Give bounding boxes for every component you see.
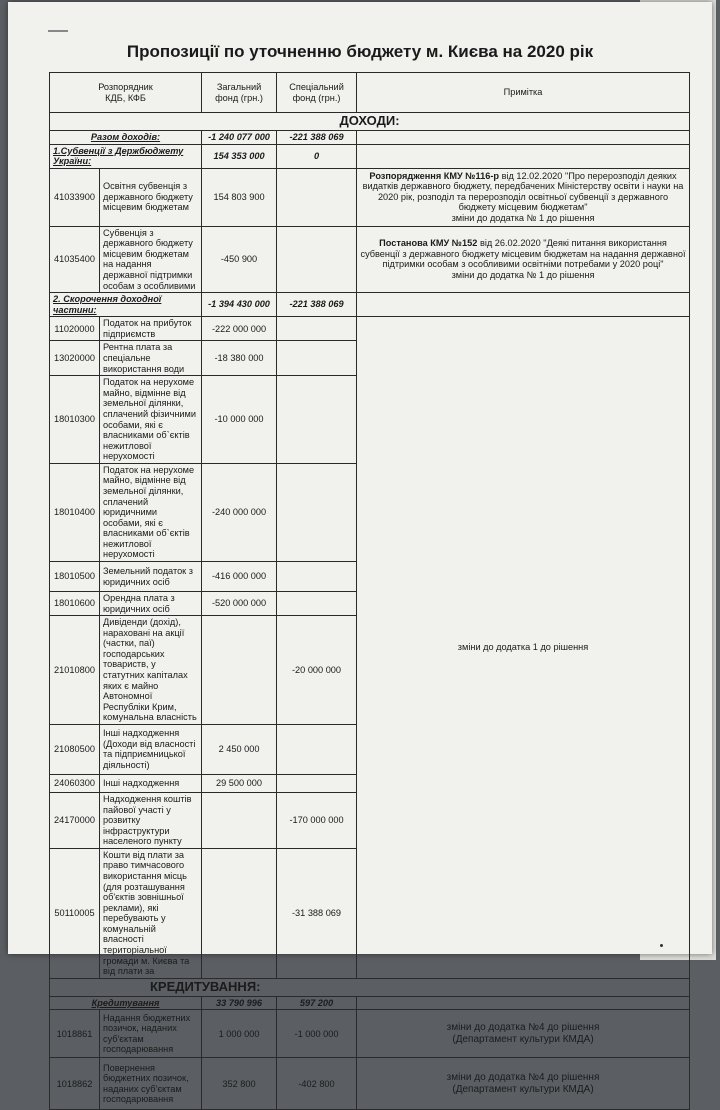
row-name: Інші надходження: [100, 774, 202, 792]
row-special: -170 000 000: [277, 792, 357, 848]
row-name: Повернення бюджетних позичок, наданих суб'єктам господарювання: [100, 1058, 202, 1110]
row-special: -1 000 000: [277, 1010, 357, 1058]
row-general: 154 803 900: [202, 168, 277, 226]
row-name: Податок на прибуток підприємств: [100, 317, 202, 341]
row-special: [277, 168, 357, 226]
row-name: Орендна плата з юридичних осіб: [100, 592, 202, 616]
note-tail: зміни до додатка № 1 до рішення: [451, 269, 595, 280]
credit-total-label: Кредитування: [50, 996, 202, 1010]
table-row: [50, 317, 690, 341]
total-income-label: Разом доходів:: [50, 130, 202, 144]
row-general: -450 900: [202, 226, 277, 292]
row-special: [277, 463, 357, 561]
page-title: Пропозиції по уточненню бюджету м. Києва на 2020 рік: [126, 42, 594, 61]
row-note: [357, 226, 690, 292]
row-special: [277, 774, 357, 792]
row-name: Субвенція з державного бюджету місцевим бюджетам на надання державної підтримки особам з особливими: [100, 226, 202, 292]
total-income-special: -221 388 069: [277, 130, 357, 144]
row-general: 1 000 000: [202, 1010, 277, 1058]
row-name: Освітня субвенція з державного бюджету місцевим бюджетам: [100, 168, 202, 226]
row-special: [277, 376, 357, 464]
row-code: 18010400: [50, 463, 100, 561]
reduction-note-head: [357, 293, 690, 317]
note-text: зміни до додатка №4 до рішення: [446, 1022, 600, 1034]
reduction-general: -1 394 430 000: [202, 293, 277, 317]
row-special: -20 000 000: [277, 616, 357, 725]
row-special: [277, 562, 357, 592]
row-name: Інші надходження (Доходи від власності та підприємницької діяльності): [100, 724, 202, 774]
row-special: [277, 724, 357, 774]
row-code: 21010800: [50, 616, 100, 725]
note-text: від 12.02.2020 "Про перерозподіл деяких видатків державного бюджету, передбачених Міністерству освіти і науки на 2020 рік, розподіл та перерозподіл освітньої субвенції з державного бюджету місцевим бюджетам": [362, 170, 684, 213]
staple-mark: [48, 30, 68, 32]
credit-total-special: 597 200: [277, 996, 357, 1010]
header-manager: [50, 73, 202, 113]
subventions-label: 1.Субвенції з Держбюджету України:: [50, 144, 202, 168]
budget-table: [49, 72, 690, 1110]
income-section-row: [50, 113, 690, 131]
row-name: Земельний податок з юридичних осіб: [100, 562, 202, 592]
row-code: 1018862: [50, 1058, 100, 1110]
subventions-general: 154 353 000: [202, 144, 277, 168]
row-special: [277, 341, 357, 376]
row-general: 352 800: [202, 1058, 277, 1110]
table-row: [50, 226, 690, 292]
row-general: -222 000 000: [202, 317, 277, 341]
row-general: -416 000 000: [202, 562, 277, 592]
note-text: від 26.02.2020 "Деякі питання використання субвенції з державного бюджету місцевим бюджетам на надання державної підтримки особам з особливими освітніми потребами у 2020 році": [360, 238, 686, 270]
table-row: [50, 1058, 690, 1110]
credit-total-row: [50, 996, 690, 1010]
row-special: -31 388 069: [277, 848, 357, 978]
subventions-row: [50, 144, 690, 168]
note-dept: (Департамент культури КМДА): [452, 1083, 594, 1095]
row-code: 18010500: [50, 562, 100, 592]
row-general: [202, 616, 277, 725]
reduction-label: 2. Скорочення доходної частини:: [50, 293, 202, 317]
row-special: [277, 592, 357, 616]
row-general: [202, 792, 277, 848]
row-code: 11020000: [50, 317, 100, 341]
row-code: 18010300: [50, 376, 100, 464]
credit-section-row: [50, 978, 690, 996]
row-code: 18010600: [50, 592, 100, 616]
row-name: Дивіденди (дохід), нараховані на акції (частки, паї) господарських товариств, у статутних капіталах яких є майно Автономної Республіки Крим, комунальна власність: [100, 616, 202, 725]
note-tail: зміни до додатка № 1 до рішення: [451, 213, 595, 224]
note-text: зміни до додатка №4 до рішення: [446, 1072, 600, 1084]
subventions-note: [357, 144, 690, 168]
row-code: 24170000: [50, 792, 100, 848]
note-dept: (Департамент культури КМДА): [452, 1033, 594, 1045]
table-header-row: [50, 73, 690, 113]
header-note: Примітка: [357, 73, 690, 113]
row-special: [277, 226, 357, 292]
row-special: [277, 317, 357, 341]
document-page: [8, 2, 712, 1105]
total-income-general: -1 240 077 000: [202, 130, 277, 144]
subventions-special: 0: [277, 144, 357, 168]
row-general: 2 450 000: [202, 724, 277, 774]
row-note: [357, 168, 690, 226]
row-code: 1018861: [50, 1010, 100, 1058]
row-general: -240 000 000: [202, 463, 277, 561]
row-code: 50110005: [50, 848, 100, 978]
row-general: 29 500 000: [202, 774, 277, 792]
row-name: Податок на нерухоме майно, відмінне від земельної ділянки, сплачений юридичними особами, які є власниками об`єктів нежитлової нерухомості: [100, 463, 202, 561]
row-name: Надходження коштів пайової участі у розвитку інфраструктури населеного пункту: [100, 792, 202, 848]
row-general: -520 000 000: [202, 592, 277, 616]
reduction-special: -221 388 069: [277, 293, 357, 317]
header-special: Спеціальний фонд (грн.): [277, 73, 357, 113]
row-code: 24060300: [50, 774, 100, 792]
header-manager-sub: КДБ, КФБ: [105, 92, 146, 103]
row-name: Надання бюджетних позичок, наданих суб'єктам господарювання: [100, 1010, 202, 1058]
row-name: Кошти від плати за право тимчасового використання місць (для розташування об'єктів зовнішньої реклами), які перебувають у комунальній власності територіальної громади м. Києва та від плати за: [100, 848, 202, 978]
row-special: -402 800: [277, 1058, 357, 1110]
row-code: 41035400: [50, 226, 100, 292]
row-name: Рентна плата за спеціальне використання води: [100, 341, 202, 376]
row-code: 13020000: [50, 341, 100, 376]
ink-dot: [660, 944, 663, 947]
row-note: [357, 1010, 690, 1058]
header-general: Загальний фонд (грн.): [202, 73, 277, 113]
row-note: [357, 1058, 690, 1110]
header-manager-label: Розпорядник: [98, 81, 153, 92]
total-income-row: [50, 130, 690, 144]
row-code: 21080500: [50, 724, 100, 774]
reduction-note: зміни до додатка 1 до рішення: [357, 317, 690, 978]
note-doc-ref: Розпорядження КМУ №116-р: [369, 170, 500, 181]
table-row: [50, 1010, 690, 1058]
row-name: Податок на нерухоме майно, відмінне від земельної ділянки, сплачений фізичними особами, які є власниками об`єктів нежитлової нерухомості: [100, 376, 202, 464]
row-general: [202, 848, 277, 978]
row-general: -10 000 000: [202, 376, 277, 464]
total-income-note: [357, 130, 690, 144]
row-general: -18 380 000: [202, 341, 277, 376]
note-doc-ref: Постанова КМУ №152: [379, 238, 478, 249]
reduction-row: [50, 293, 690, 317]
credit-section-title: КРЕДИТУВАННЯ:: [50, 978, 690, 996]
table-row: [50, 168, 690, 226]
income-section-title: ДОХОДИ:: [50, 113, 690, 131]
row-code: 41033900: [50, 168, 100, 226]
credit-total-general: 33 790 996: [202, 996, 277, 1010]
credit-total-note: [357, 996, 690, 1010]
